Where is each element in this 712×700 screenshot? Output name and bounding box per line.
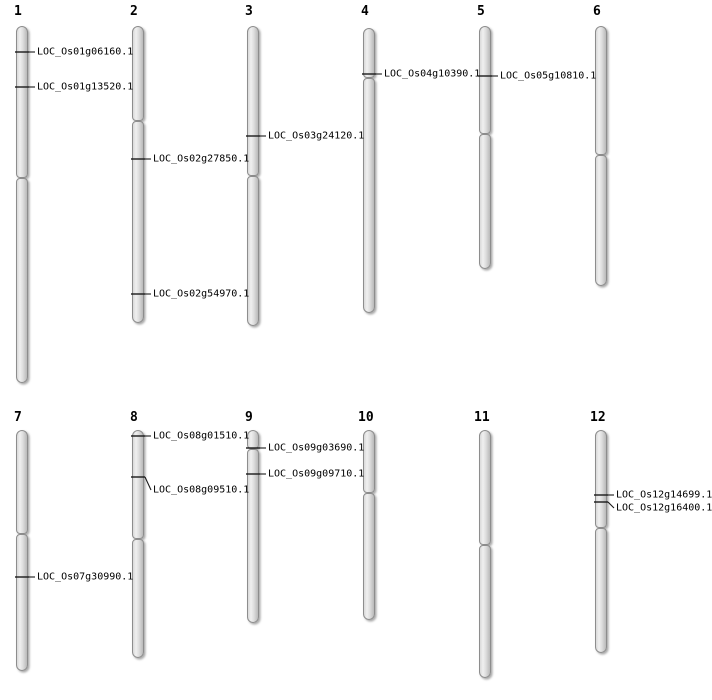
gene-leader-line: [608, 502, 614, 508]
gene-label: LOC_Os07g30990.1: [37, 571, 134, 583]
chromosome-9-upper-arm: [247, 430, 259, 449]
gene-label: LOC_Os04g10390.1: [384, 68, 481, 80]
chromosome-5-upper-arm: [479, 26, 491, 134]
chromosome-5-lower-arm: [479, 134, 491, 269]
chromosome-3-lower-arm: [247, 176, 259, 326]
chromosome-8-upper-arm: [132, 430, 144, 539]
chromosome-6-number: 6: [593, 4, 601, 19]
chromosome-10-number: 10: [358, 410, 374, 425]
chromosome-11-lower-arm: [479, 545, 491, 678]
gene-label: LOC_Os01g13520.1: [37, 81, 134, 93]
gene-label: LOC_Os09g09710.1: [268, 468, 365, 480]
chromosome-2-number: 2: [130, 4, 138, 19]
gene-label: LOC_Os12g14699.1: [616, 489, 712, 501]
chromosome-1-upper-arm: [16, 26, 28, 178]
chromosome-7-lower-arm: [16, 534, 28, 671]
chromosome-11-upper-arm: [479, 430, 491, 545]
gene-label: LOC_Os02g54970.1: [153, 288, 250, 300]
gene-label: LOC_Os08g01510.1: [153, 430, 250, 442]
chromosome-3-upper-arm: [247, 26, 259, 176]
chromosome-3-number: 3: [245, 4, 253, 19]
chromosome-6-lower-arm: [595, 155, 607, 286]
gene-label: LOC_Os02g27850.1: [153, 153, 250, 165]
chromosome-12-lower-arm: [595, 528, 607, 653]
gene-leader-line: [145, 477, 151, 490]
chromosome-1-lower-arm: [16, 178, 28, 383]
gene-label: LOC_Os01g06160.1: [37, 46, 134, 58]
chromosome-11-number: 11: [474, 410, 490, 425]
chromosome-4-upper-arm: [363, 28, 375, 78]
gene-label: LOC_Os12g16400.1: [616, 502, 712, 514]
chromosome-5-number: 5: [477, 4, 485, 19]
chromosome-1-number: 1: [14, 4, 22, 19]
gene-label: LOC_Os05g10810.1: [500, 70, 597, 82]
chromosome-4-number: 4: [361, 4, 369, 19]
chromosome-7-number: 7: [14, 410, 22, 425]
gene-label: LOC_Os08g09510.1: [153, 484, 250, 496]
chromosome-12-upper-arm: [595, 430, 607, 528]
chromosome-8-number: 8: [130, 410, 138, 425]
chromosome-9-lower-arm: [247, 449, 259, 623]
chromosome-4-lower-arm: [363, 78, 375, 313]
chromosome-6-upper-arm: [595, 26, 607, 155]
chromosome-2-lower-arm: [132, 121, 144, 323]
chromosome-8-lower-arm: [132, 539, 144, 658]
chromosome-9-number: 9: [245, 410, 253, 425]
chromosome-7-upper-arm: [16, 430, 28, 534]
gene-label: LOC_Os09g03690.1: [268, 442, 365, 454]
chromosome-2-upper-arm: [132, 26, 144, 121]
chromosome-10-lower-arm: [363, 493, 375, 620]
chromosome-12-number: 12: [590, 410, 606, 425]
chromosome-10-upper-arm: [363, 430, 375, 493]
gene-label: LOC_Os03g24120.1: [268, 130, 365, 142]
